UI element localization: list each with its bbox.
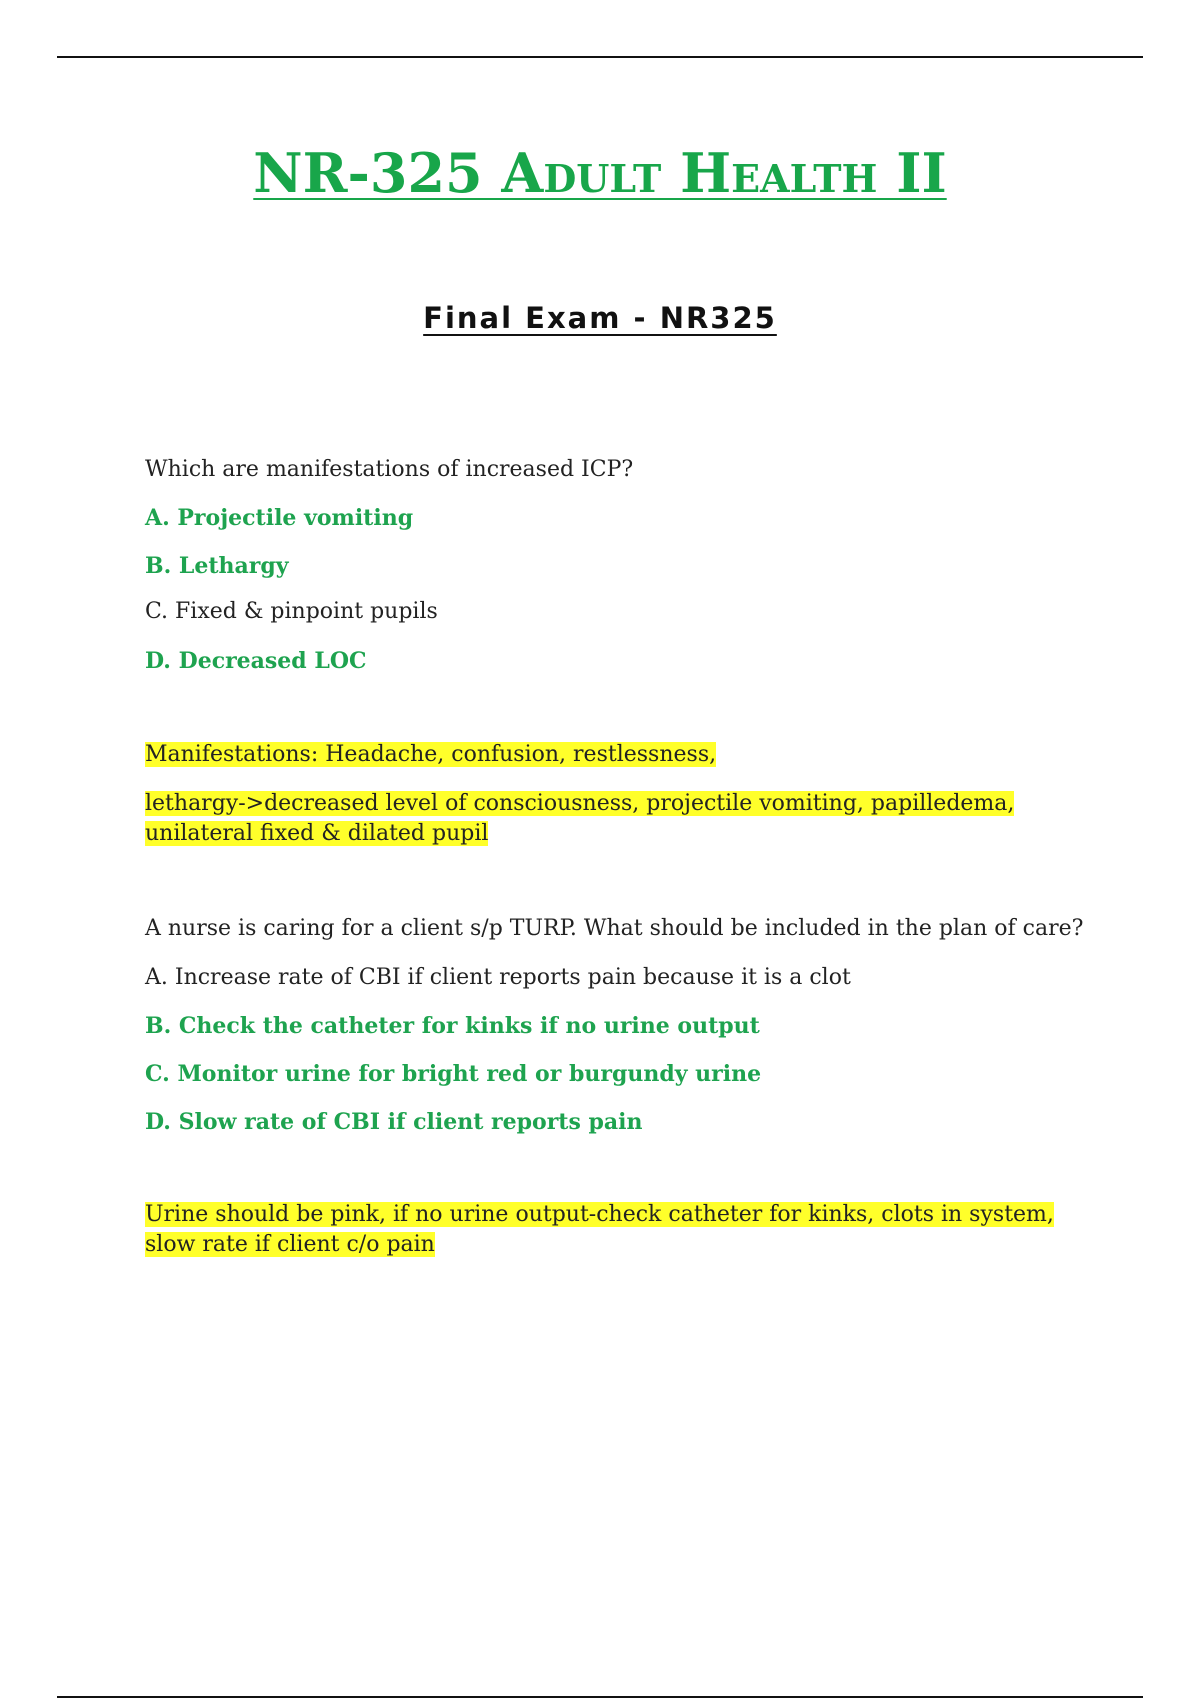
bottom-divider [57,1696,1143,1698]
top-divider [57,56,1143,58]
question-2-prompt: A nurse is caring for a client s/p TURP. What should be included in the plan of care? [145,916,1084,941]
question-1-rationale-line-1: Manifestations: Headache, confusion, restlessness, [145,742,717,767]
exam-subtitle: Final Exam - NR325 [423,301,777,335]
question-1-option-b: B. Lethargy [145,553,289,579]
question-2-option-a: A. Increase rate of CBI if client reports pain because it is a clot [145,965,851,990]
question-1-rationale-line-2: lethargy->decreased level of consciousness, projectile vomiting, papilledema, [145,791,1015,816]
question-2-option-d: D. Slow rate of CBI if client reports pain [145,1109,643,1135]
question-1-prompt: Which are manifestations of increased ICP? [145,457,634,482]
question-1-option-d: D. Decreased LOC [145,648,367,674]
question-1-rationale-line-3: unilateral fixed & dilated pupil [145,821,489,846]
question-2-rationale-line-1: Urine should be pink, if no urine output-check catheter for kinks, clots in system, [145,1202,1054,1227]
question-1-option-a: A. Projectile vomiting [145,505,414,531]
question-2-option-c: C. Monitor urine for bright red or burgundy urine [145,1061,762,1087]
question-1-option-c: C. Fixed & pinpoint pupils [145,599,438,624]
question-2-rationale-line-2: slow rate if client c/o pain [145,1232,435,1257]
question-2-option-b: B. Check the catheter for kinks if no urine output [145,1013,760,1039]
document-title: NR-325 Adult Health II [253,141,947,205]
